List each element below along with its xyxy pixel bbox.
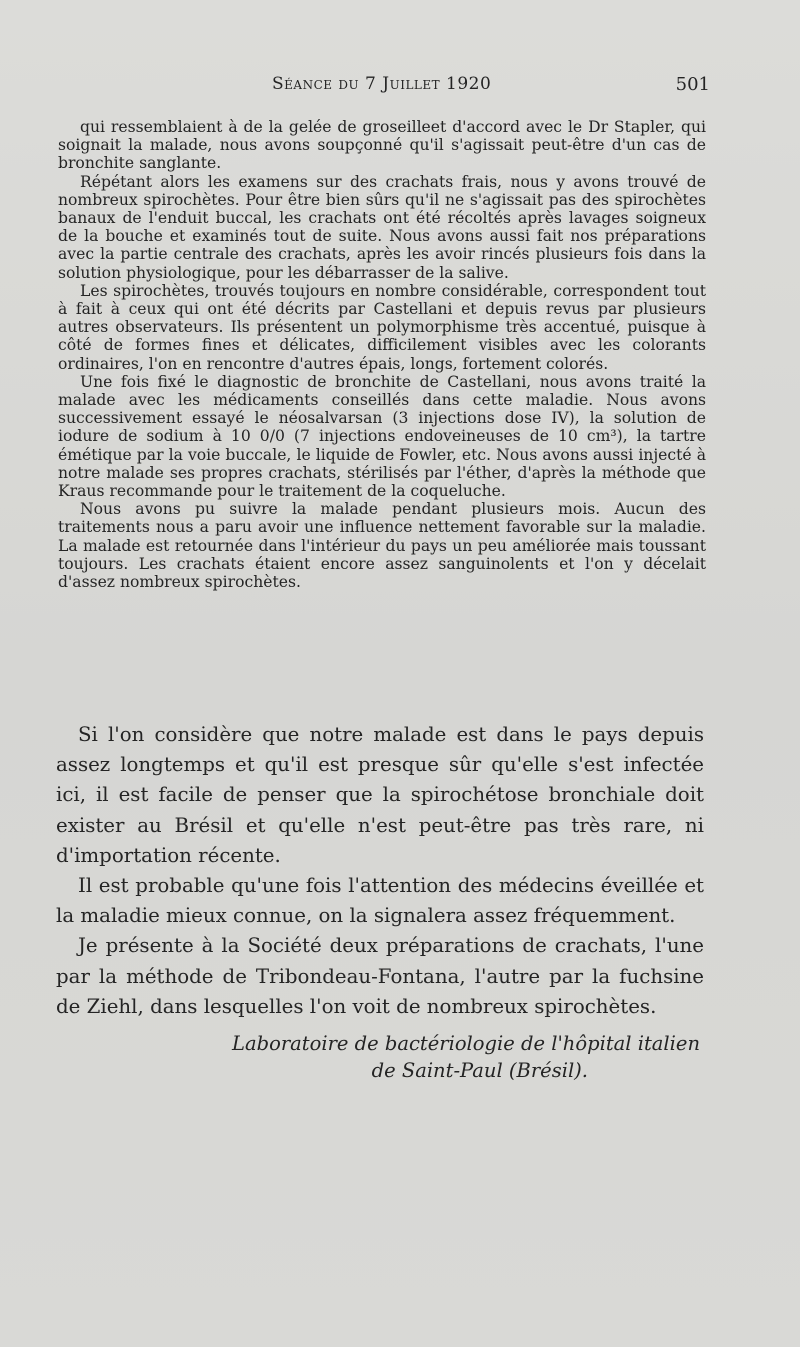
paragraph: Il est probable qu'une fois l'attention des médecins éveillée et la maladie mieux connue, on la signalera assez fréquemment. [56,874,704,928]
page-number: 501 [675,74,710,95]
case-report-section [58,118,706,591]
paragraph: Répétant alors les examens sur des crachats frais, nous y avons trouvé de nombreux spirochètes. Pour être bien sûrs qu'il ne s'agissait pas des spirochètes banaux de l'enduit buccal, les crachats ont été récoltés après lavages soigneux de la bouche et examinés tout de suite. Nous avons aussi fait nos préparations avec la partie centrale des crachats, après les avoir rincés plusieurs fois dans la solution physiologique, pour les débarrasser de la salive. [58,172,706,282]
running-title: Séance du 7 Juillet 1920 [272,74,492,94]
running-header [60,74,710,102]
affiliation-signature [160,1030,700,1084]
paragraph: Les spirochètes, trouvés toujours en nombre considérable, correspondent tout à fait à ceux qui ont été décrits par Castellani et depuis revus par plusieurs autres observateurs. Ils présentent un polymorphisme très accentué, puisque à côté de formes fines et délicates, difficilement visibles avec les colorants ordinaires, l'on en rencontre d'autres épais, longs, fortement colorés. [58,281,706,373]
paragraph: Si l'on considère que notre malade est dans le pays depuis assez longtemps et qu'il est presque sûr qu'elle s'est infectée ici, il est facile de penser que la spirochétose bronchiale doit exister au Brésil et qu'elle n'est peut-être pas très rare, ni d'importation récente. [56,723,704,867]
paragraph: Une fois fixé le diagnostic de bronchite de Castellani, nous avons traité la malade avec les médicaments conseillés dans cette maladie. Nous avons successivement essayé le néosalvarsan (3 injections dose IV), la solution de iodure de sodium à 10 0/0 (7 injections endoveineuses de 10 cm³), la tartre émétique par la voie buccale, le liquide de Fowler, etc. Nous avons aussi injecté à notre malade ses propres crachats, stérilisés par l'éther, d'après la méthode que Kraus recommande pour le traitement de la coqueluche. [58,372,706,501]
paragraph: Je présente à la Société deux préparations de crachats, l'une par la méthode de Tribondeau-Fontana, l'autre par la fuchsine de Ziehl, dans lesquelles l'on voit de nombreux spirochètes. [56,934,704,1018]
affiliation-line: Laboratoire de bactériologie de l'hôpital italien [232,1032,700,1055]
conclusion-section [56,720,704,1022]
affiliation-line: de Saint-Paul (Brésil). [371,1059,588,1082]
paragraph: qui ressemblaient à de la gelée de groseilleet d'accord avec le Dr Stapler, qui soignait la malade, nous avons soupçonné qu'il s'agissait peut-être d'un cas de bronchite sanglante. [58,118,706,173]
paragraph: Nous avons pu suivre la malade pendant plusieurs mois. Aucun des traitements nous a paru avoir une influence nettement favorable sur la maladie. La malade est retournée dans l'intérieur du pays un peu améliorée mais toussant toujours. Les crachats étaient encore assez sanguinolents et l'on y décelait d'assez nombreux spirochètes. [58,500,706,592]
